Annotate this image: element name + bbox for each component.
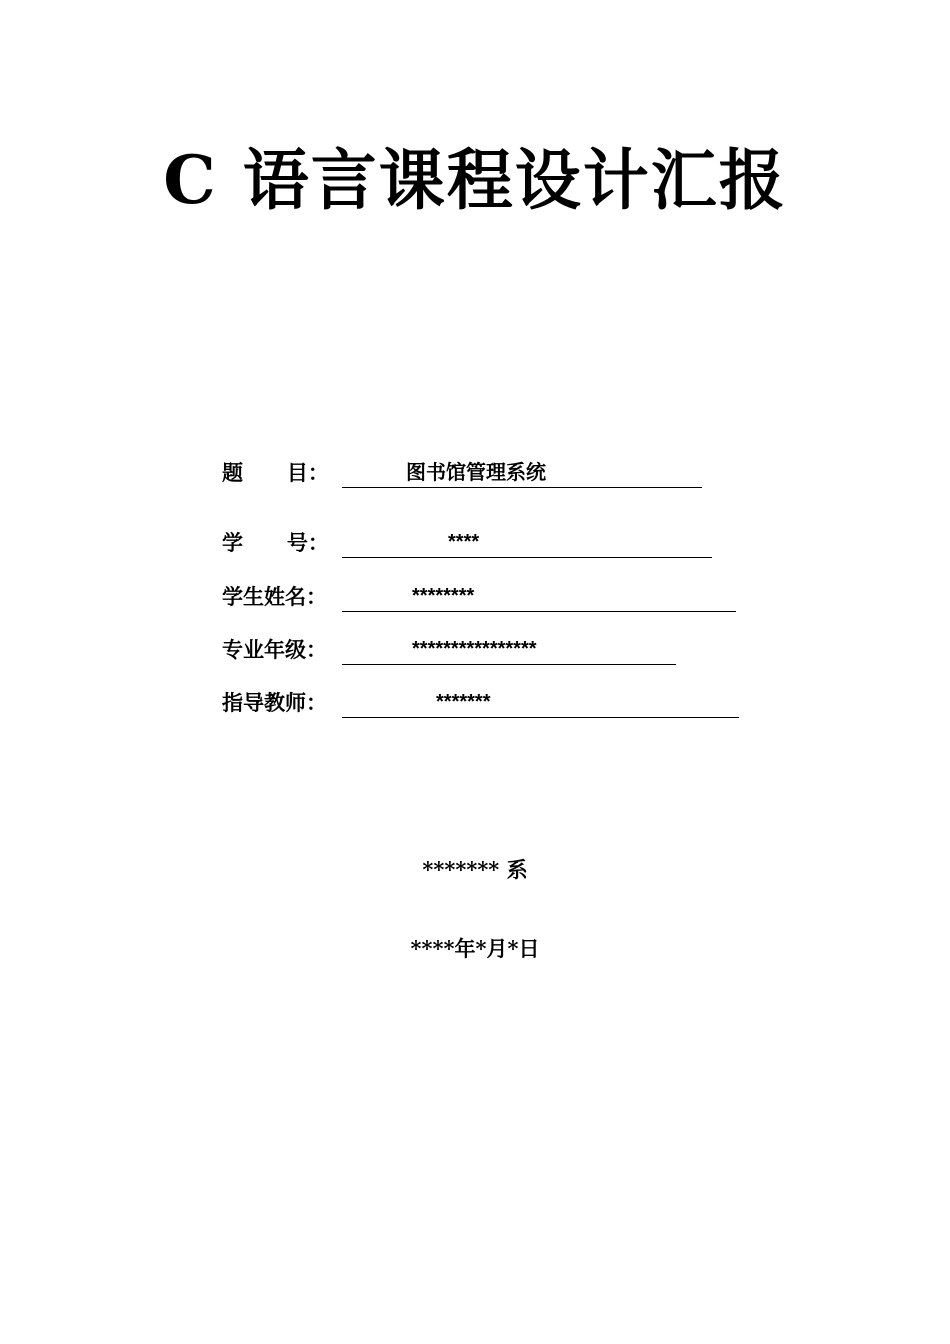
report-title: C 语言课程设计汇报	[163, 141, 787, 219]
field-student-id-label: 学 号：	[222, 530, 329, 555]
field-advisor-label: 指导教师：	[222, 690, 327, 715]
field-topic-value: 图书馆管理系统	[406, 460, 546, 484]
field-topic-label: 题 目：	[222, 460, 329, 485]
field-student-name-underline	[342, 581, 736, 612]
department: ******* 系	[422, 857, 528, 882]
report-date: ****年*月*日	[410, 936, 540, 961]
field-student-name-value: ********	[412, 585, 475, 607]
field-advisor-value: *******	[436, 691, 491, 713]
field-major-grade-value: ****************	[412, 638, 537, 660]
field-topic-underline	[342, 457, 702, 488]
field-advisor-underline	[342, 687, 739, 718]
field-student-id-underline	[342, 527, 712, 558]
field-student-id-value: ****	[448, 531, 480, 553]
field-student-name-label: 学生姓名：	[222, 584, 327, 609]
field-major-grade-label: 专业年级：	[222, 637, 327, 662]
field-major-grade-underline	[342, 634, 676, 665]
